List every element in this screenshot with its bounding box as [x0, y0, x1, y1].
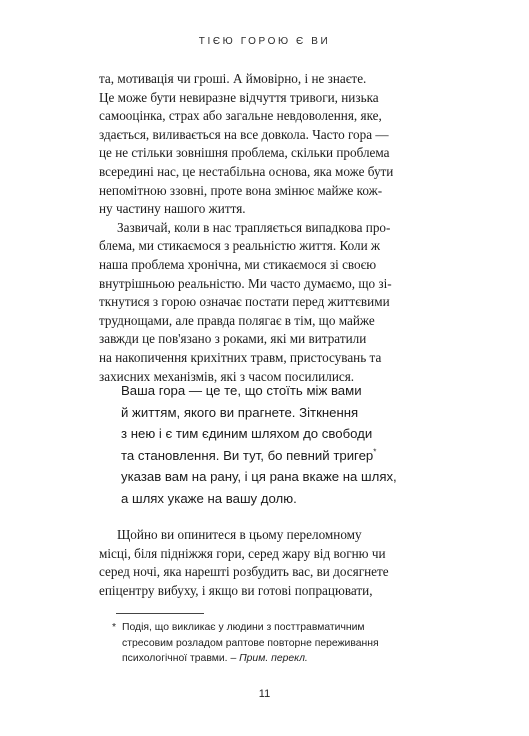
paragraph-line: непомітною ззовні, проте вона змінює майже кож- — [99, 182, 383, 198]
running-head: ТІЄЮ ГОРОЮ Є ВИ — [198, 36, 331, 47]
paragraph-3 — [99, 526, 433, 600]
paragraph-line: всередині нас, це нестабільна основа, яка може бути — [99, 163, 394, 179]
footnote-text: психологічної травми. – — [122, 653, 240, 665]
quote-line: й життям, якого ви прагнете. Зіткнення — [121, 404, 359, 420]
footnote-divider — [116, 613, 204, 614]
pull-quote — [121, 380, 421, 510]
paragraph-line: на накопичення крихітних травм, пристосувань та — [99, 349, 382, 365]
footnote-text: Подія, що викликає у людини з посттравматичним — [122, 622, 365, 633]
page-number: 11 — [258, 688, 271, 700]
paragraph-line: Зазвичай, коли в нас трапляється випадкова про- — [117, 219, 391, 235]
footnote-attribution: Прим. перекл. — [239, 653, 308, 665]
quote-line: з нею і є тим єдиним шляхом до свободи — [121, 426, 373, 442]
footnote — [112, 620, 432, 667]
paragraph-line: самооцінка, страх або загальне невдоволення, яке, — [99, 108, 382, 124]
paragraph-line: внутрішньою реальністю. Ми часто думаємо, що зі- — [99, 275, 392, 291]
quote-line: указав вам на рану, і ця рана вкаже на шлях, — [121, 469, 397, 485]
body-text-top — [99, 70, 433, 386]
paragraph-line: завжди це пов'язано з роками, які ми витратили — [99, 331, 367, 347]
paragraph-line: епіцентру вибуху, і якщо ви готові попрацювати, — [99, 582, 373, 598]
quote-line-text: та становлення. Ви тут, бо певний тригер — [121, 447, 374, 463]
paragraph-line: місці, біля підніжжя гори, серед жару від вогню чи — [99, 545, 386, 561]
paragraph-line: це не стільки зовнішня проблема, скільки проблема — [99, 145, 390, 161]
footnote-reference-marker: * — [373, 447, 377, 457]
quote-line: а шлях укаже на вашу долю. — [121, 490, 297, 506]
paragraph-line: ткнутися з горою означає постати перед життєвими — [99, 294, 390, 310]
paragraph-line: Щойно ви опинитеся в цьому переломному — [117, 527, 362, 542]
paragraph-line: та, мотивація чи гроші. А ймовірно, і не знаєте. — [99, 71, 367, 86]
footnote-marker: * — [112, 622, 117, 633]
paragraph-line: Це може бути невиразне відчуття тривоги, низька — [99, 89, 379, 105]
paragraph-line: наша проблема хронічна, ми стикаємося зі своєю — [99, 256, 377, 272]
quote-line — [121, 445, 421, 467]
body-text-bottom — [99, 526, 433, 600]
paragraph-line: ну частину нашого життя. — [99, 201, 246, 217]
paragraph-line: труднощами, але правда полягає в тім, що майже — [99, 312, 375, 328]
paragraph-2 — [99, 219, 433, 386]
paragraph-line: серед ночі, яка нарешті розбудить вас, ви досягнете — [99, 564, 389, 580]
paragraph-line: здається, виливається на все довкола. Часто гора — — [99, 126, 389, 142]
paragraph-1 — [99, 70, 433, 219]
quote-line: Ваша гора — це те, що стоїть між вами — [121, 383, 362, 398]
footnote-line: стресовим розладом раптове повторне переживання — [122, 637, 379, 649]
footnote-line — [122, 651, 432, 667]
paragraph-line: блема, ми стикаємося з реальністю життя. Коли ж — [99, 238, 381, 254]
footnote-line — [112, 620, 432, 636]
paragraph-line: захисних механізмів, які з часом посилилися. — [99, 368, 355, 384]
